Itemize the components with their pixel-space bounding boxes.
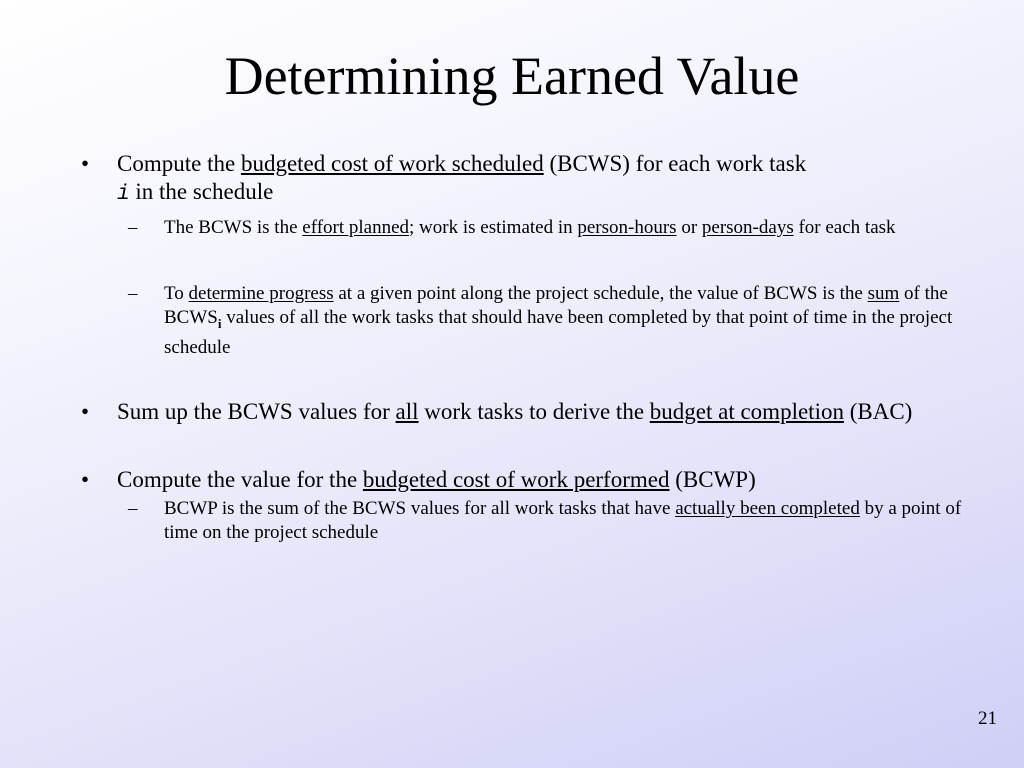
term-person-hours: person-hours [577,217,677,238]
sub-bullet-determine-progress [80,282,980,360]
sub-bullet-marker: – [128,283,138,304]
variable-i: i [117,183,130,206]
bullet-text: Compute the [117,151,241,176]
term-determine-progress: determine progress [188,283,334,304]
bullet-text: (BCWP) [669,467,756,492]
sub-bullet-text: ; work is estimated in [409,217,578,238]
term-all: all [395,399,419,424]
term-budget-at-completion: budget at completion [649,399,844,424]
bullet-text: (BAC) [843,399,913,424]
bullet-sum-bcws [80,398,980,426]
bullet-compute-bcwp [80,466,980,494]
bullet-text: work tasks to derive the [418,399,650,424]
sub-bullet-text: The BCWS is the [164,217,303,238]
term-effort-planned: effort planned [302,217,410,238]
bullet-text: Sum up the BCWS values for [117,399,396,424]
bullet-text: in the schedule [129,179,274,204]
sub-bullet-text: of the BCWS [164,283,948,328]
bullet-marker: • [81,467,90,492]
bullet-text: Compute the value for the [117,467,363,492]
bullet-compute-bcws [80,150,980,209]
sub-bullet-text: To [164,283,189,304]
sub-bullet-text: for each task [793,217,896,238]
sub-bullet-effort-planned [80,216,980,240]
term-bcwp-definition: budgeted cost of work performed [362,467,670,492]
term-sum: sum [867,283,900,304]
term-actually-completed: actually been completed [675,498,860,519]
sub-bullet-marker: – [128,498,138,519]
sub-bullet-text: values of all the work tasks that should have been completed by that point of time in the project schedule [164,307,953,358]
term-person-days: person-days [701,217,794,238]
sub-bullet-text: BCWP is the sum of the BCWS values for all work tasks that have [164,498,676,519]
sub-bullet-text: at a given point along the project schedule, the value of BCWS is the [333,283,868,304]
sub-bullet-text: or [676,217,702,238]
sub-bullet-bcwp [80,497,980,545]
term-bcws-definition: budgeted cost of work scheduled [240,151,544,176]
bullet-text: (BCWS) for each work task [543,151,807,176]
subscript-i: i [217,316,222,331]
slide-number: 21 [978,708,997,729]
slide-content [80,150,980,545]
bullet-marker: • [81,151,90,176]
slide-title: Determining Earned Value [224,46,800,106]
sub-bullet-marker: – [128,217,138,238]
sub-bullet-text: by a point of time on the project schedule [164,498,962,543]
bullet-marker: • [81,399,90,424]
